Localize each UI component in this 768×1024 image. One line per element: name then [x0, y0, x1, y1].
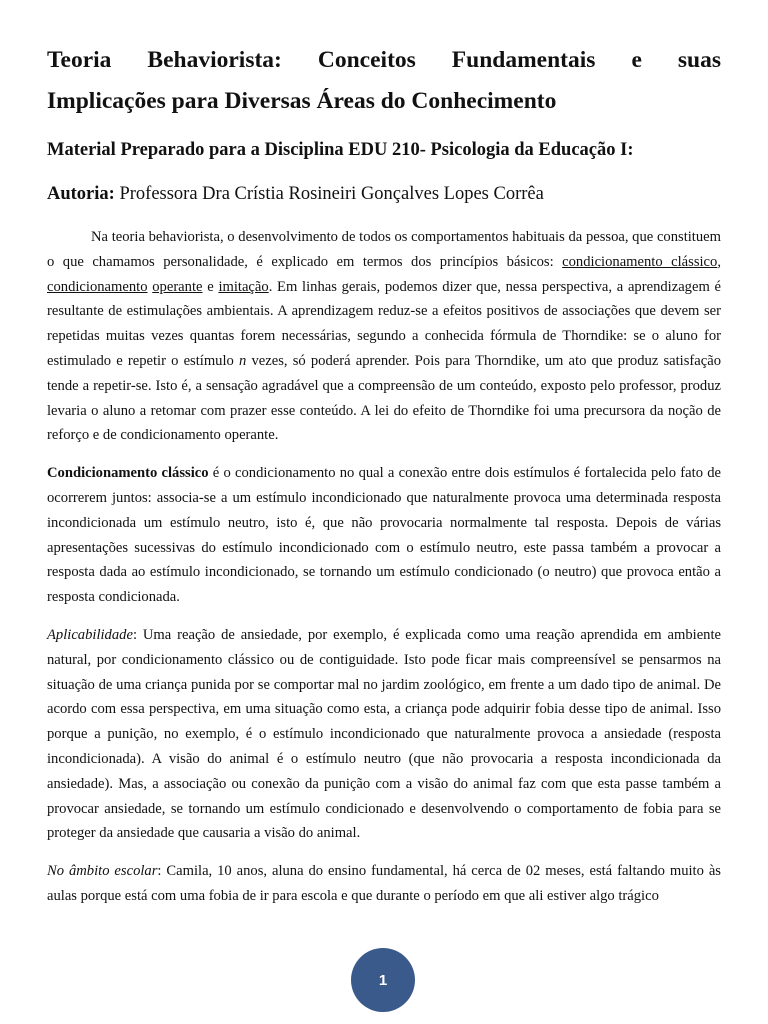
paragraph-intro	[47, 225, 721, 448]
school-context-term: No âmbito escolar	[47, 863, 158, 880]
title-line-2: Implicações para Diversas Áreas do Conhecimento	[47, 88, 557, 114]
author-name: Professora Dra Crístia Rosineiri Gonçalves Lopes Corrêa	[114, 184, 544, 204]
document-page	[47, 40, 721, 909]
term-conditioning: condicionamento	[47, 278, 148, 295]
page-number-badge	[351, 948, 415, 1012]
page-number: 1	[378, 971, 388, 989]
intro-text-3: vezes, só poderá aprender. Pois para Thorndike, um ato que produz satisfação tende a repetir-se. Isto é, a sensação agradável que a compreensão de um conteúdo, exposto pelo professor, produz levaria o aluno a retomar com prazer esse conteúdo. A lei do efeito de Thorndike foi uma precursora da noção de reforço e de condicionamento operante.	[47, 352, 722, 444]
school-context-text: : Camila, 10 anos, aluna do ensino fundamental, há cerca de 02 meses, está faltando muito às aulas porque está com uma fobia de ir para escola e que durante o período em que ali estiver algo trágico	[47, 863, 721, 904]
classical-conditioning-term: Condicionamento clássico	[47, 465, 209, 482]
paragraph-applicability	[47, 623, 721, 846]
paragraph-school-context	[47, 859, 721, 909]
author-line	[47, 181, 721, 207]
classical-conditioning-text: é o condicionamento no qual a conexão entre dois estímulos é fortalecida pelo fato de ocorrerem juntos: associa-se a um estímulo incondicionado que naturalmente provoca uma determinada resposta incondicionada um estímulo neutro, isto é, que não provocaria normalmente tal resposta. Depois de várias apresentações sucessivas do estímulo incondicionado com o estímulo neutro, este passa também a provocar a resposta dada ao estímulo incondicionado, se tornando um estímulo condicionado (o neutro) que provoca então a resposta condicionada.	[47, 465, 722, 606]
applicability-text: : Uma reação de ansiedade, por exemplo, é explicada como uma reação aprendida em ambiente natural, por condicionamento clássico ou de contiguidade. Isto pode ficar mais compreensível se pensarmos na situação de uma criança punida por se comportar mal no jardim zoológico, em frente a um dado tipo de animal. De acordo com essa perspectiva, em uma situação como esta, a criança pode adquirir fobia desse tipo de animal. Isso porque a punição, no exemplo, é o estímulo incondicionado que naturalmente provoca a ansiedade (resposta incondicionada). A visão do animal é o estímulo neutro (que não provocaria a resposta incondicionada da ansiedade). Mas, a associação ou conexão da punição com a visão do animal faz com que esta passe também a provocar ansiedade, se tornando um estímulo condicionado e desenvolvendo o comportamento de fobia para se proteger da ansiedade que causaria a visão do animal.	[47, 626, 721, 842]
term-operant: operante	[152, 278, 203, 295]
title-line-1: Teoria Behaviorista: Conceitos Fundamentais e suas	[47, 47, 721, 73]
intro-text-2: . Em linhas gerais, podemos dizer que, nessa perspectiva, a aprendizagem é resultante de estimulações ambientais. A aprendizagem reduz-se a efeitos positivos de associações que devem ser repetidas muitas vezes quantas forem necessárias, segundo a conhecida fórmula de Thorndike: se o aluno for estimulado e repetir o estímulo	[47, 278, 721, 369]
author-label: Autoria:	[47, 184, 115, 204]
paragraph-classical-conditioning	[47, 461, 721, 610]
term-imitation: imitação	[218, 278, 269, 295]
document-title	[47, 40, 721, 122]
document-subtitle: Material Preparado para a Disciplina EDU 210- Psicologia da Educação I:	[47, 140, 634, 160]
applicability-term: Aplicabilidade	[47, 626, 133, 643]
term-classical-conditioning: condicionamento clássico	[562, 253, 718, 270]
intro-text-1: Na teoria behaviorista, o desenvolvimento de todos os comportamentos habituais da pessoa, que constituem o que chamamos personalidade, é explicado em termos dos princípios básicos:	[47, 229, 721, 270]
italic-n: n	[239, 352, 247, 369]
separator: e	[202, 278, 219, 295]
separator: ,	[717, 253, 721, 270]
